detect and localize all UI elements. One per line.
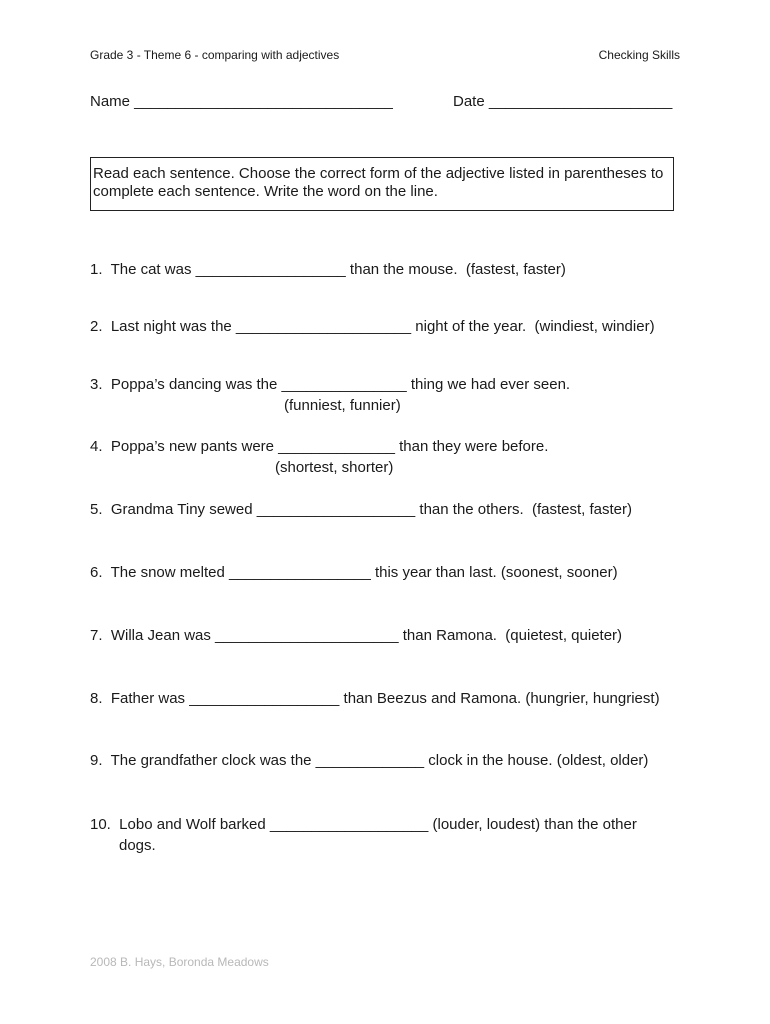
question-5: 5. Grandma Tiny sewed ___________________ than the others. (fastest, faster) (90, 501, 633, 518)
question-4-options: (shortest, shorter) (275, 459, 394, 476)
question-1: 1. The cat was __________________ than the mouse. (fastest, faster) (90, 261, 566, 278)
question-2: 2. Last night was the _____________________ night of the year. (windiest, windier) (90, 318, 655, 335)
date-field: Date ______________________ (453, 93, 673, 110)
worksheet-title: Grade 3 - Theme 6 - comparing with adjectives (90, 48, 340, 62)
name-field: Name _______________________________ (90, 93, 393, 110)
question-10: 10. Lobo and Wolf barked ___________________ (louder, loudest) than the other (90, 816, 637, 833)
question-3: 3. Poppa’s dancing was the _______________ thing we had ever seen. (90, 376, 571, 393)
question-7: 7. Willa Jean was ______________________ than Ramona. (quietest, quieter) (90, 627, 623, 644)
question-9: 9. The grandfather clock was the _____________ clock in the house. (oldest, older) (90, 752, 649, 769)
question-6: 6. The snow melted _________________ this year than last. (soonest, sooner) (90, 564, 618, 581)
question-10-continued: dogs. (119, 837, 156, 854)
question-3-options: (funniest, funnier) (284, 397, 401, 414)
instructions-box: Read each sentence. Choose the correct form of the adjective listed in parentheses to complete each sentence. Write the word on the line. (90, 157, 674, 211)
copyright-footer: 2008 B. Hays, Boronda Meadows (90, 955, 269, 969)
question-8: 8. Father was __________________ than Beezus and Ramona. (hungrier, hungriest) (90, 690, 660, 707)
section-label: Checking Skills (598, 48, 680, 62)
question-4: 4. Poppa’s new pants were ______________ than they were before. (90, 438, 549, 455)
